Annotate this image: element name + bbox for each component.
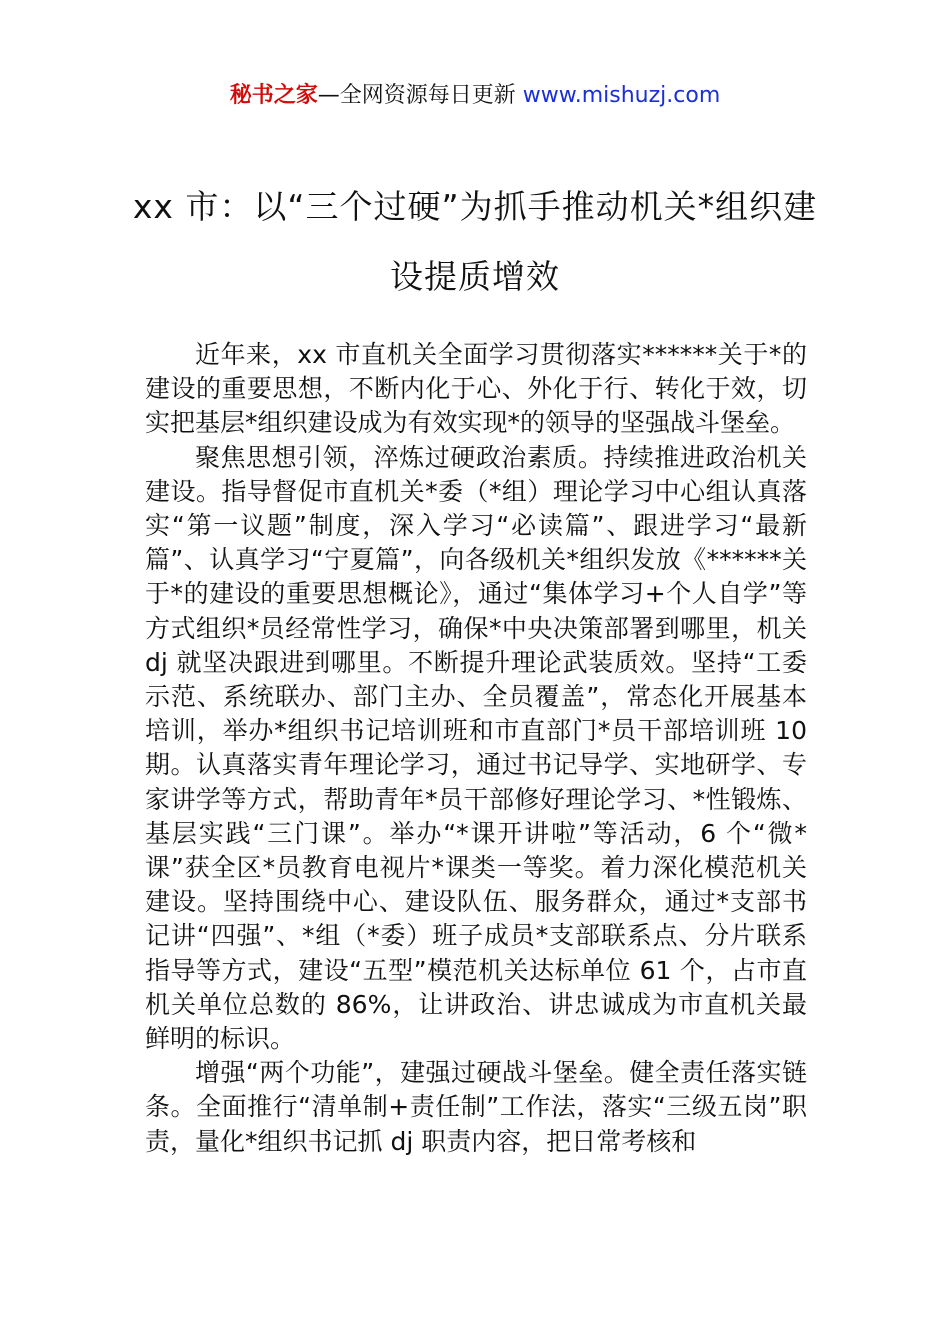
paragraph-two-functions: 增强“两个功能”，建强过硬战斗堡垒。健全责任落实链条。全面推行“清单制+责任制”工作法，落实“三级五岗”职责，量化*组织书记抓 dj 职责内容，把日常考核和	[145, 1058, 807, 1156]
document-body	[145, 338, 807, 1159]
site-brand: 秘书之家	[229, 83, 318, 108]
site-tagline: —全网资源每日更新	[317, 83, 523, 108]
document-title: xx 市：以“三个过硬”为抓手推动机关*组织建设提质增效	[132, 187, 818, 296]
paragraph-intro: 近年来，xx 市直机关全面学习贯彻落实******关于*的建设的重要思想，不断内化于心、外化于行、转化于效，切实把基层*组织建设成为有效实现*的领导的坚强战斗堡垒。	[145, 340, 807, 438]
paragraph-thought-leadership: 聚焦思想引领，淬炼过硬政治素质。持续推进政治机关建设。指导督促市直机关*委（*组）理论学习中心组认真落实“第一议题”制度，深入学习“必读篇”、跟进学习“最新篇”、认真学习“宁夏篇”，向各级机关*组织发放《******关于*的建设的重要思想概论》，通过“集体学习+个人自学”等方式组织*员经常性学习，确保*中央决策部署到哪里，机关 dj 就坚决跟进到哪里。不断提升理论武装质效。坚持“工委示范、系统联办、部门主办、全员覆盖”，常态化开展基本培训，举办*组织书记培训班和市直部门*员干部培训班 10 期。认真落实青年理论学习，通过书记导学、实地研学、专家讲学等方式，帮助青年*员干部修好理论学习、*性锻炼、基层实践“三门课”。举办“*课开讲啦”等活动，6 个“微*课”获全区*员教育电视片*课类一等奖。着力深化模范机关建设。坚持围绕中心、建设队伍、服务群众，通过*支部书记讲“四强”、*组（*委）班子成员*支部联系点、分片联系指导等方式，建设“五型”模范机关达标单位 61 个，占市直机关单位总数的 86%，让讲政治、讲忠诚成为市直机关最鲜明的标识。	[145, 442, 807, 1054]
site-url-link[interactable]: www.mishuzj.com	[522, 83, 721, 108]
site-header	[0, 80, 950, 112]
